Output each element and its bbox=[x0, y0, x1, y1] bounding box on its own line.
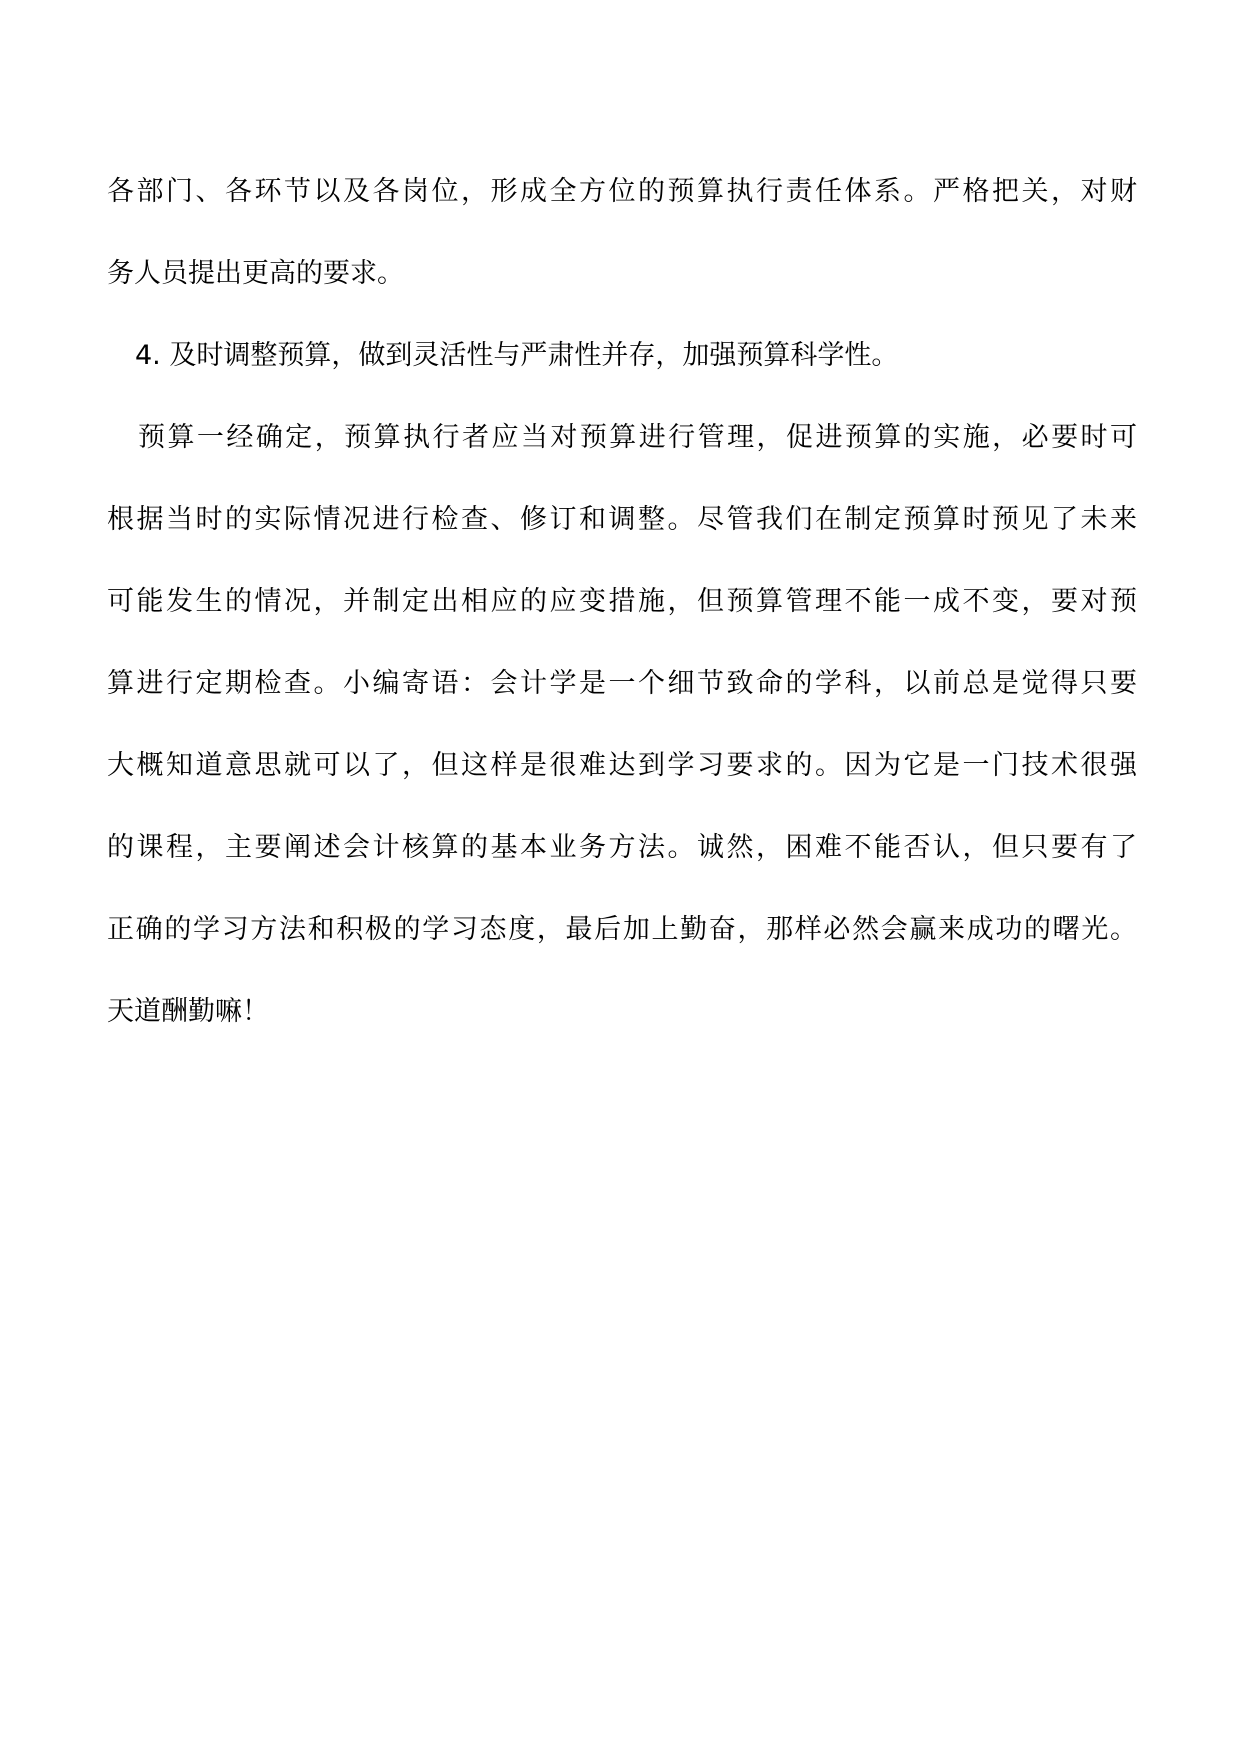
text-line-5: 根据当时的实际情况进行检查、修订和调整。尽管我们在制定预算时预见了未来 bbox=[107, 504, 1137, 535]
text-line-9: 的课程，主要阐述会计核算的基本业务方法。诚然，困难不能否认，但只要有了 bbox=[107, 832, 1137, 863]
text-line-2: 务人员提出更高的要求。 bbox=[107, 258, 404, 289]
text-line-6: 可能发生的情况，并制定出相应的应变措施，但预算管理不能一成不变，要对预 bbox=[107, 586, 1137, 617]
text-line-11: 天道酬勤嘛！ bbox=[107, 996, 269, 1027]
text-line-10: 正确的学习方法和积极的学习态度，最后加上勤奋，那样必然会赢来成功的曙光。 bbox=[107, 914, 1137, 945]
text-line-8: 大概知道意思就可以了，但这样是很难达到学习要求的。因为它是一门技术很强 bbox=[107, 750, 1137, 781]
text-line-4-paragraph-start: 预算一经确定，预算执行者应当对预算进行管理，促进预算的实施，必要时可 bbox=[138, 422, 1137, 453]
text-line-3-numbered-heading: 4. 及时调整预算，做到灵活性与严肃性并存，加强预算科学性。 bbox=[135, 340, 899, 371]
text-line-1: 各部门、各环节以及各岗位，形成全方位的预算执行责任体系。严格把关，对财 bbox=[107, 176, 1137, 207]
text-line-7: 算进行定期检查。小编寄语：会计学是一个细节致命的学科，以前总是觉得只要 bbox=[107, 668, 1137, 699]
